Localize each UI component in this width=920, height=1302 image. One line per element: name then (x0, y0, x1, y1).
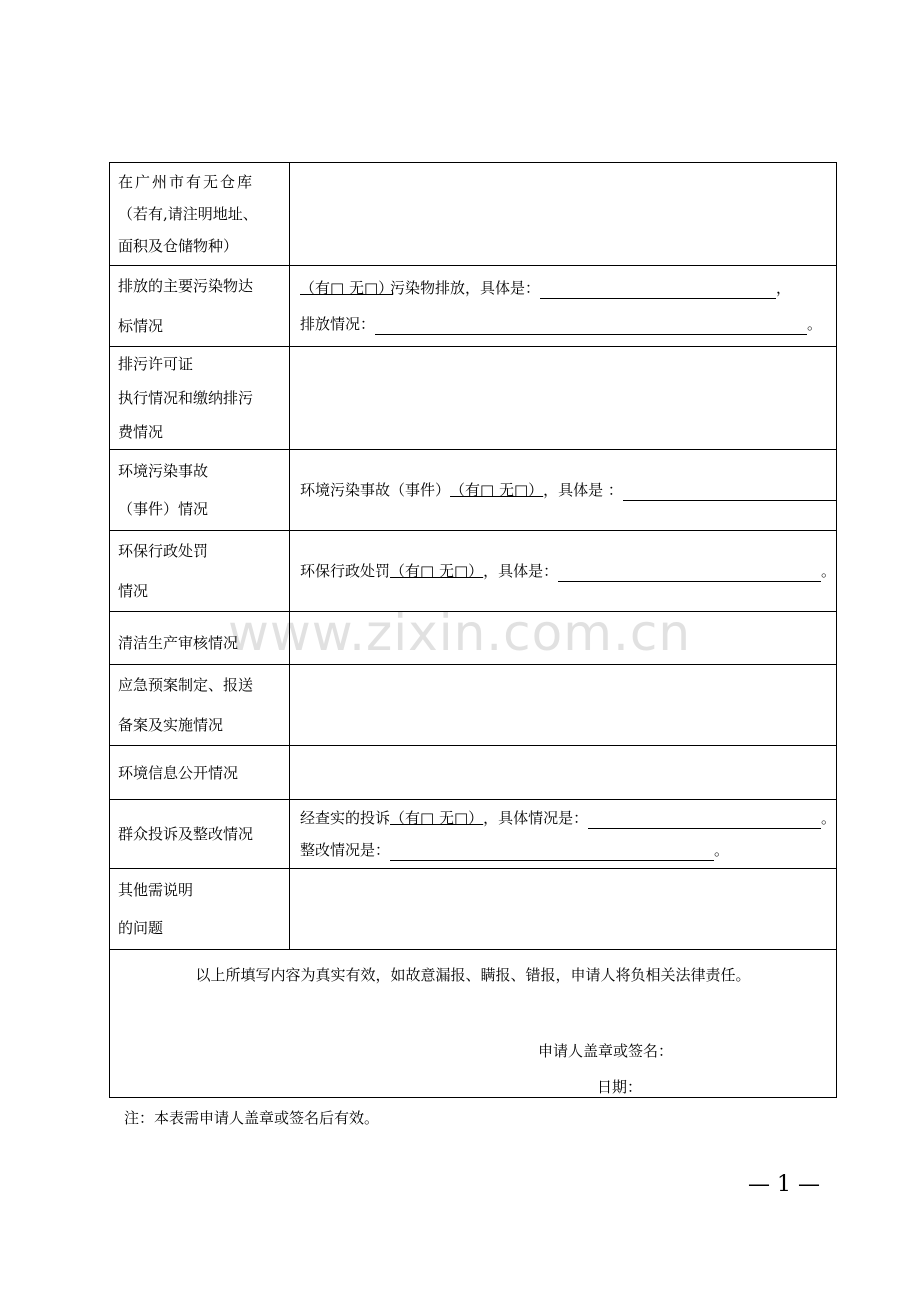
value-permit[interactable] (290, 347, 837, 450)
date-label[interactable]: 日期： (597, 1078, 643, 1096)
row-warehouse (110, 163, 837, 266)
row-emergency (110, 665, 837, 746)
row-clean (110, 612, 837, 665)
emission-label: 排放情况： (300, 315, 376, 333)
label-complaint: 群众投诉及整改情况 (110, 800, 290, 869)
value-emergency[interactable] (290, 665, 837, 746)
row-accident (110, 450, 837, 531)
label-emergency: 应急预案制定、报送 备案及实施情况 (110, 665, 290, 746)
label-warehouse: 在广州市有无仓库 （若有,请注明地址、 面积及仓储物种） (110, 163, 290, 266)
label-pollutant: 排放的主要污染物达 标情况 (110, 266, 290, 347)
pollutant-choice[interactable]: （有□ 无□） (300, 279, 394, 297)
row-info (110, 746, 837, 800)
value-accident: 环境污染事故（事件） （有□ 无□） ，具体是 ： (290, 450, 837, 531)
signature-label[interactable]: 申请人盖章或签名： (538, 1042, 674, 1060)
complaint-choice[interactable]: （有□ 无□） (390, 809, 484, 827)
label-accident: 环境污染事故 （事件）情况 (110, 450, 290, 531)
row-permit (110, 347, 837, 450)
pollutant-text: 污染物排放，具体是： (390, 279, 541, 297)
rectification-blank[interactable] (390, 842, 714, 861)
row-pollutant (110, 266, 837, 347)
pollutant-detail-blank[interactable] (540, 280, 776, 299)
row-penalty (110, 531, 837, 612)
complaint-detail-blank[interactable] (588, 810, 821, 829)
declaration-statement: 以上所填写内容为真实有效，如故意漏报、瞒报、错报，申请人将负相关法律责任。 (195, 966, 751, 984)
value-info[interactable] (290, 746, 837, 800)
value-complaint: 经查实的投诉 （有□ 无□） ，具体情况是： 。 整改情况是： 。 (290, 800, 837, 869)
footnote: 注：本表需申请人盖章或签名后有效。 (124, 1109, 380, 1127)
label-other: 其他需说明 的问题 (110, 869, 290, 950)
penalty-detail-blank[interactable] (558, 563, 821, 582)
emission-blank[interactable] (375, 316, 807, 335)
application-form-table (109, 162, 837, 1098)
accident-choice[interactable]: （有□ 无□） (450, 481, 544, 499)
declaration-cell (110, 950, 837, 1098)
label-penalty: 环保行政处罚 情况 (110, 531, 290, 612)
value-clean[interactable] (290, 612, 837, 665)
row-declaration (110, 950, 837, 1098)
accident-detail-blank[interactable] (623, 482, 836, 501)
value-warehouse[interactable] (290, 163, 837, 266)
row-other (110, 869, 837, 950)
row-complaint (110, 800, 837, 869)
page-number: — 1 — (748, 1172, 820, 1197)
label-info: 环境信息公开情况 (110, 746, 290, 800)
label-clean: 清洁生产审核情况 (110, 612, 290, 665)
penalty-choice[interactable]: （有□ 无□） (390, 562, 484, 580)
label-permit: 排污许可证 执行情况和缴纳排污 费情况 (110, 347, 290, 450)
value-other[interactable] (290, 869, 837, 950)
value-pollutant: （有□ 无□） 污染物排放，具体是： ， 排放情况： 。 (290, 266, 837, 347)
value-penalty: 环保行政处罚 （有□ 无□） ，具体是： 。 (290, 531, 837, 612)
watermark: www.zixin.com.cn (228, 604, 692, 662)
